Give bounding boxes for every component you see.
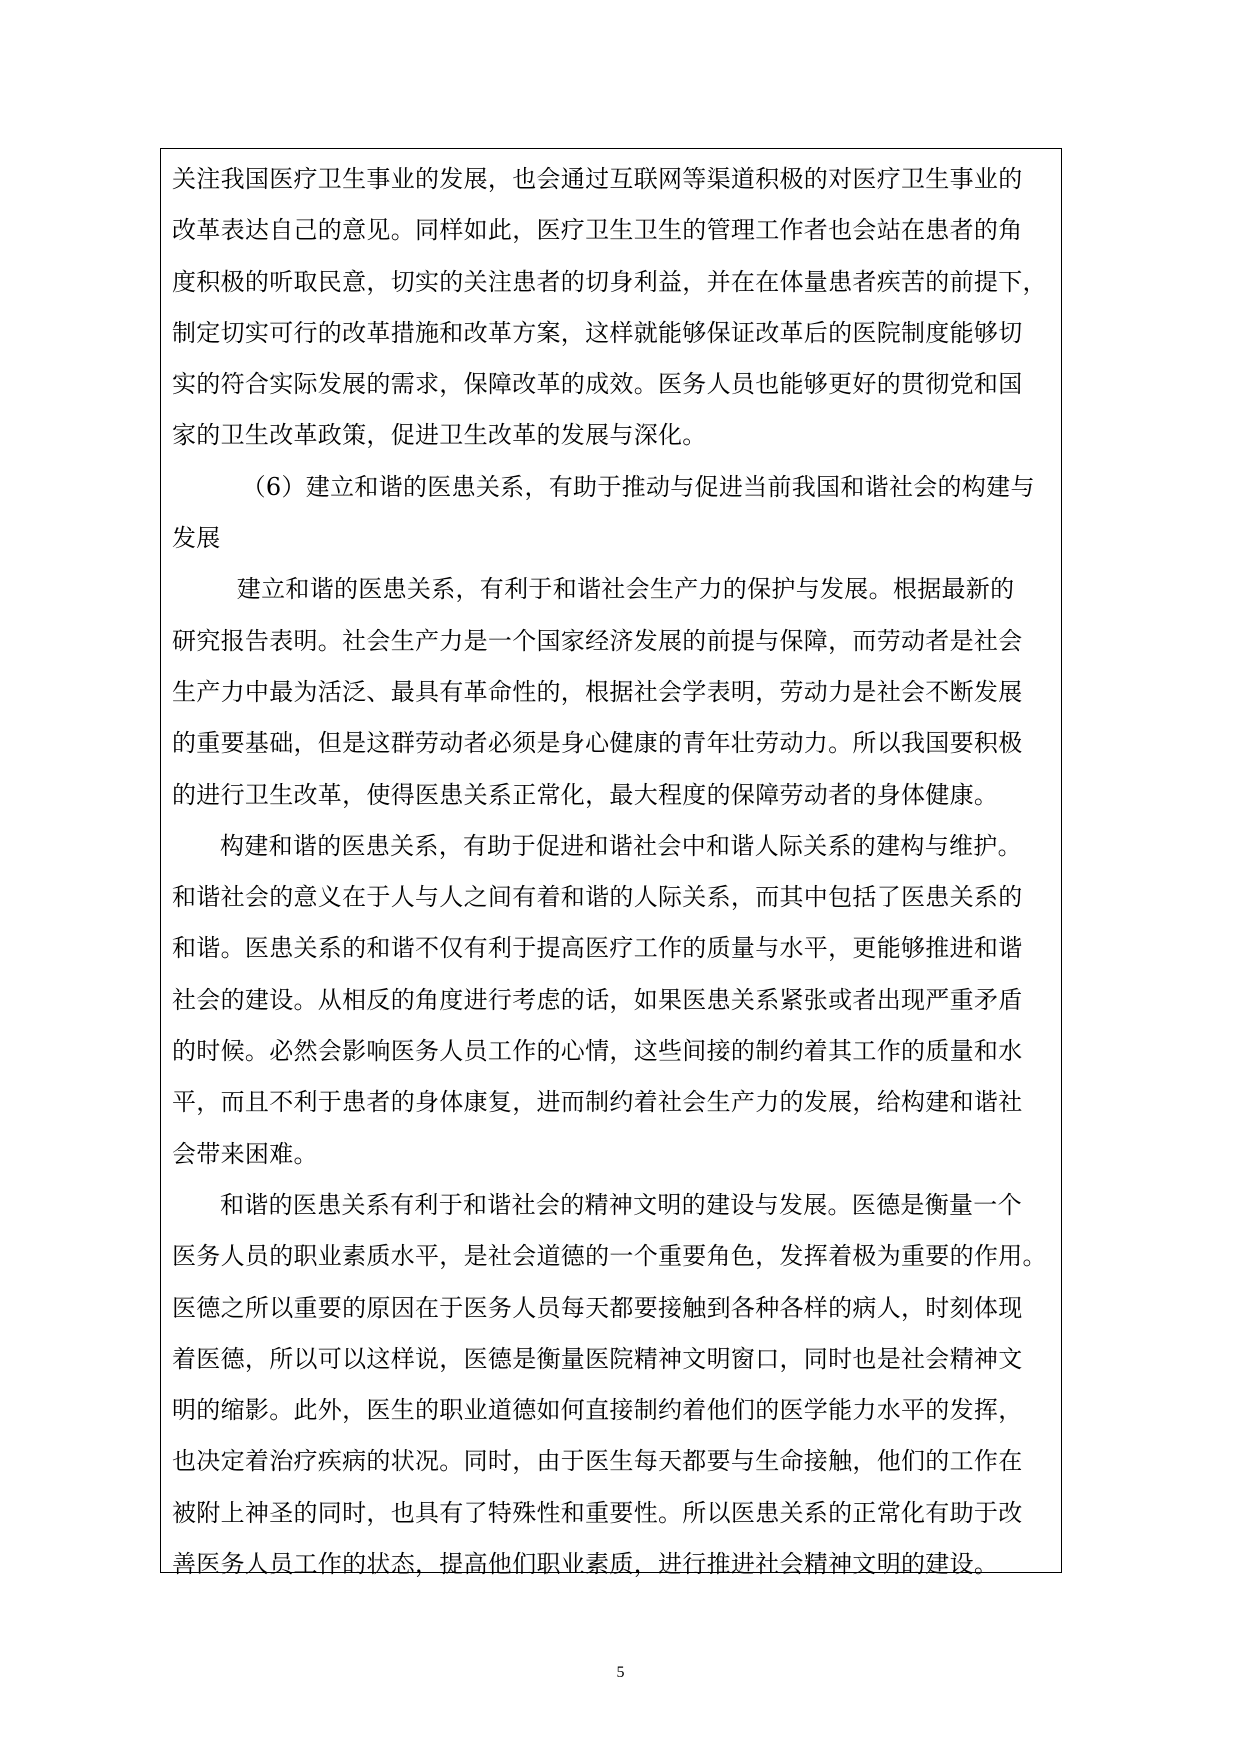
text-line: 实的符合实际发展的需求，保障改革的成效。医务人员也能够更好的贯彻党和国 bbox=[172, 370, 1023, 399]
text-line: 明的缩影。此外，医生的职业道德如何直接制约着他们的医学能力水平的发挥， bbox=[172, 1396, 1023, 1425]
text-line: 也决定着治疗疾病的状况。同时，由于医生每天都要与生命接触，他们的工作在 bbox=[172, 1447, 1023, 1476]
text-line: 和谐。医患关系的和谐不仅有利于提高医疗工作的质量与水平，更能够推进和谐 bbox=[172, 934, 1023, 963]
text-line: 的时候。必然会影响医务人员工作的心情，这些间接的制约着其工作的质量和水 bbox=[172, 1037, 1023, 1066]
text-line: 善医务人员工作的状态，提高他们职业素质，进行推进社会精神文明的建设。 bbox=[172, 1550, 999, 1579]
text-line: 生产力中最为活泛、最具有革命性的，根据社会学表明，劳动力是社会不断发展 bbox=[172, 677, 1023, 706]
paragraph bbox=[172, 564, 1050, 820]
text-line: 研究报告表明。社会生产力是一个国家经济发展的前提与保障，而劳动者是社会 bbox=[172, 626, 1023, 655]
paragraph bbox=[172, 462, 1050, 565]
paragraph bbox=[172, 1180, 1050, 1590]
text-line: 家的卫生改革政策，促进卫生改革的发展与深化。 bbox=[172, 421, 707, 450]
text-line: 制定切实可行的改革措施和改革方案，这样就能够保证改革后的医院制度能够切 bbox=[172, 318, 1023, 347]
text-line: 的进行卫生改革，使得医患关系正常化，最大程度的保障劳动者的身体健康。 bbox=[172, 780, 999, 809]
text-line: 度积极的听取民意，切实的关注患者的切身利益，并在在体量患者疾苦的前提下， bbox=[172, 267, 1047, 296]
text-line: 关注我国医疗卫生事业的发展，也会通过互联网等渠道积极的对医疗卫生事业的 bbox=[172, 165, 1023, 193]
text-line: 会带来困难。 bbox=[172, 1139, 318, 1168]
text-line: 和谐社会的意义在于人与人之间有着和谐的人际关系，而其中包括了医患关系的 bbox=[172, 883, 1023, 912]
text-line: 改革表达自己的意见。同样如此，医疗卫生卫生的管理工作者也会站在患者的角 bbox=[172, 216, 1023, 245]
text-line: 和谐的医患关系有利于和谐社会的精神文明的建设与发展。医德是衡量一个 bbox=[220, 1190, 1022, 1219]
text-line: 构建和谐的医患关系，有助于促进和谐社会中和谐人际关系的建构与维护。 bbox=[220, 831, 1022, 860]
document-body bbox=[172, 154, 1050, 1590]
text-line: 发展 bbox=[172, 524, 221, 553]
paragraph bbox=[172, 821, 1050, 1180]
text-line: 社会的建设。从相反的角度进行考虑的话，如果医患关系紧张或者出现严重矛盾 bbox=[172, 985, 1023, 1014]
page-number: 5 bbox=[616, 1664, 625, 1681]
text-line: 被附上神圣的同时，也具有了特殊性和重要性。所以医患关系的正常化有助于改 bbox=[172, 1498, 1023, 1527]
text-line: 医德之所以重要的原因在于医务人员每天都要接触到各种各样的病人，时刻体现 bbox=[172, 1293, 1023, 1322]
text-line: （6）建立和谐的医患关系，有助于推动与促进当前我国和谐社会的构建与 bbox=[241, 472, 1035, 501]
text-line: 的重要基础，但是这群劳动者必须是身心健康的青年壮劳动力。所以我国要积极 bbox=[172, 729, 1023, 758]
text-line: 建立和谐的医患关系，有利于和谐社会生产力的保护与发展。根据最新的 bbox=[236, 575, 1015, 604]
text-line: 着医德，所以可以这样说，医德是衡量医院精神文明窗口，同时也是社会精神文 bbox=[172, 1344, 1023, 1373]
text-line: 医务人员的职业素质水平，是社会道德的一个重要角色，发挥着极为重要的作用。 bbox=[172, 1242, 1047, 1271]
text-line: 平，而且不利于患者的身体康复，进而制约着社会生产力的发展，给构建和谐社 bbox=[172, 1088, 1023, 1117]
paragraph bbox=[172, 154, 1050, 462]
